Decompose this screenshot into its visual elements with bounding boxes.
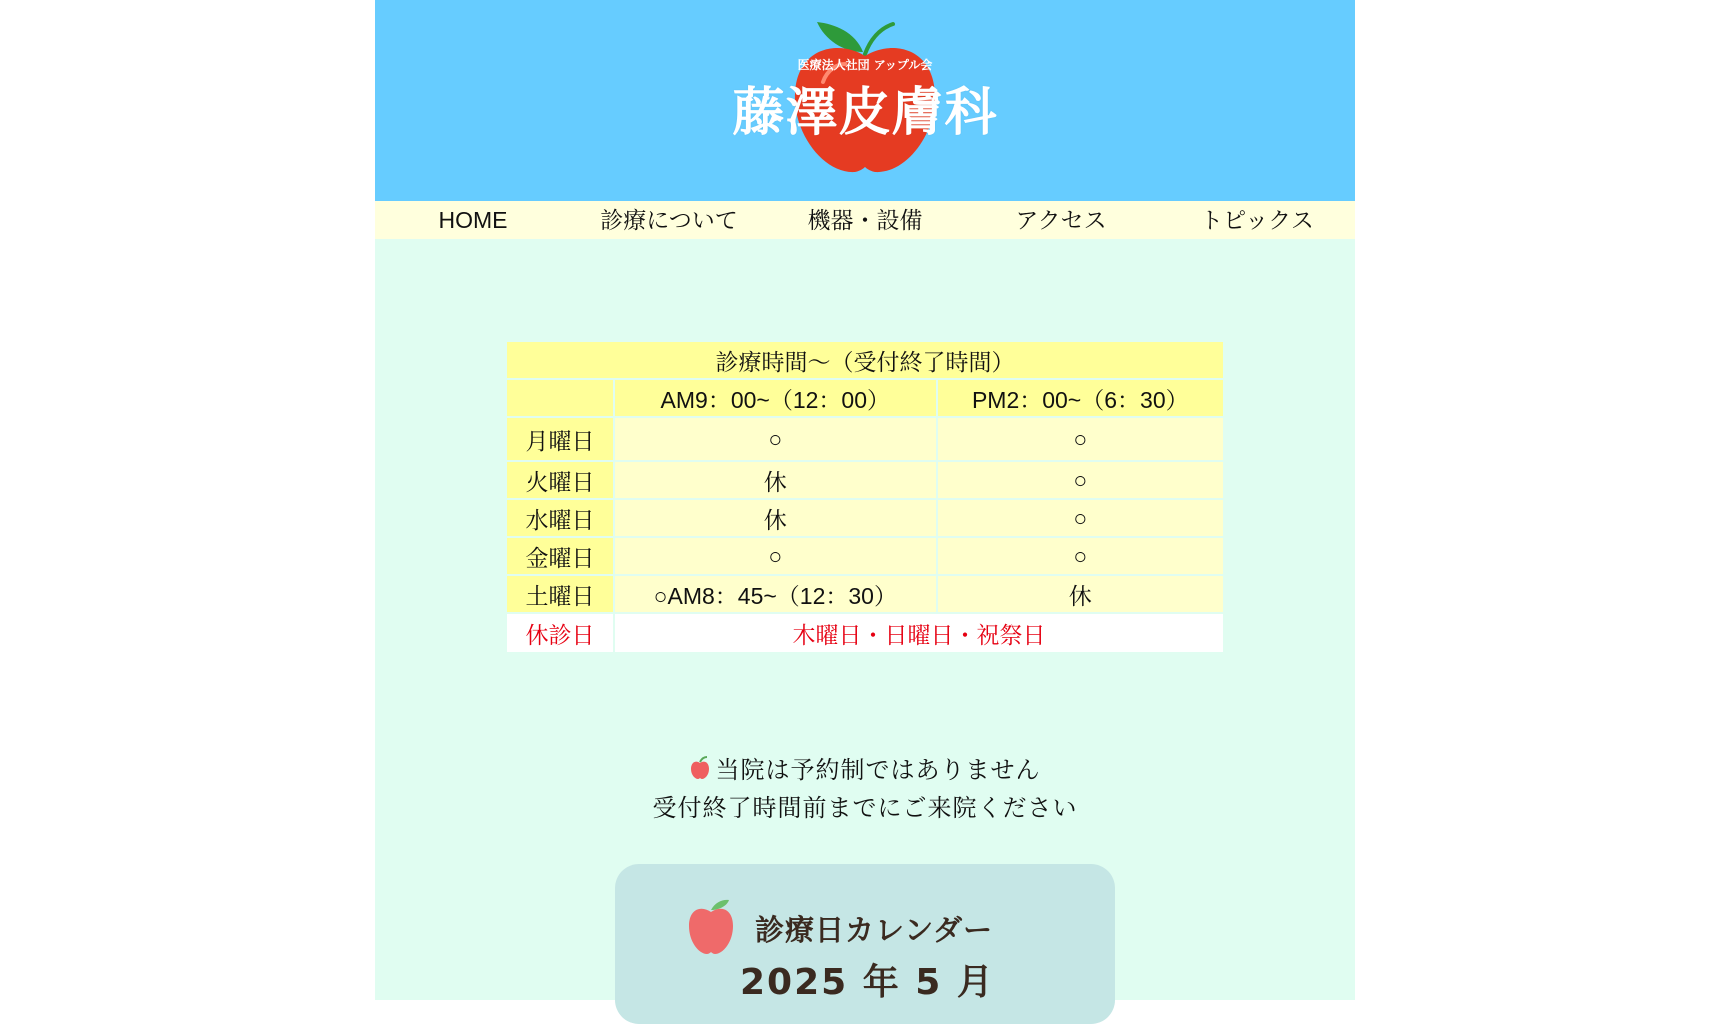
site-header [375, 0, 1355, 201]
nav-item-topics[interactable]: トピックス [1200, 207, 1314, 233]
logo-subtitle: 医療法人社団 アップル会 [797, 58, 933, 72]
calendar-card[interactable] [615, 864, 1115, 1024]
am-value: ○AM8：45~（12：30） [615, 576, 936, 612]
table-row [507, 500, 1223, 536]
pm-value: ○ [938, 538, 1223, 574]
schedule-header-pm: PM2：00~（6：30） [938, 380, 1223, 416]
nav-item-access[interactable]: アクセス [1015, 207, 1107, 233]
schedule-table [505, 340, 1225, 654]
am-value: 休 [615, 462, 936, 498]
table-row [507, 462, 1223, 498]
day-label: 水曜日 [507, 500, 613, 536]
apple-icon [687, 896, 735, 956]
pm-value: 休 [938, 576, 1223, 612]
apple-icon [690, 756, 710, 780]
pm-value: ○ [938, 462, 1223, 498]
day-label: 金曜日 [507, 538, 613, 574]
clinic-logo[interactable] [715, 12, 1015, 182]
reservation-notice [375, 752, 1355, 828]
am-value: ○ [615, 538, 936, 574]
calendar-month: 2025 年 5 月 [740, 962, 995, 1003]
closed-days-row [507, 614, 1223, 652]
clinic-name: 藤澤皮膚科 [732, 83, 998, 143]
nav-item-treatment[interactable]: 診療について [600, 207, 738, 233]
table-row [507, 538, 1223, 574]
day-label: 月曜日 [507, 418, 613, 460]
table-row [507, 418, 1223, 460]
schedule-header-am: AM9：00~（12：00） [615, 380, 936, 416]
pm-value: ○ [938, 418, 1223, 460]
notice-line-2: 受付終了時間前までにご来院ください [652, 795, 1078, 822]
closed-days: 木曜日・日曜日・祝祭日 [615, 614, 1223, 652]
closed-label: 休診日 [507, 614, 613, 652]
am-value: 休 [615, 500, 936, 536]
nav-item-equipment[interactable]: 機器・設備 [807, 207, 923, 233]
day-label: 土曜日 [507, 576, 613, 612]
day-label: 火曜日 [507, 462, 613, 498]
main-nav [375, 201, 1355, 239]
notice-line-1 [375, 752, 1355, 790]
schedule-header-blank [507, 380, 613, 416]
nav-item-home[interactable]: HOME [438, 207, 508, 233]
schedule-title: 診療時間～（受付終了時間） [507, 342, 1223, 378]
pm-value: ○ [938, 500, 1223, 536]
page [375, 0, 1355, 1003]
am-value: ○ [615, 418, 936, 460]
notice-text-1: 当院は予約制ではありません [715, 757, 1041, 784]
table-row [507, 576, 1223, 612]
calendar-title: 診療日カレンダー [755, 913, 994, 947]
